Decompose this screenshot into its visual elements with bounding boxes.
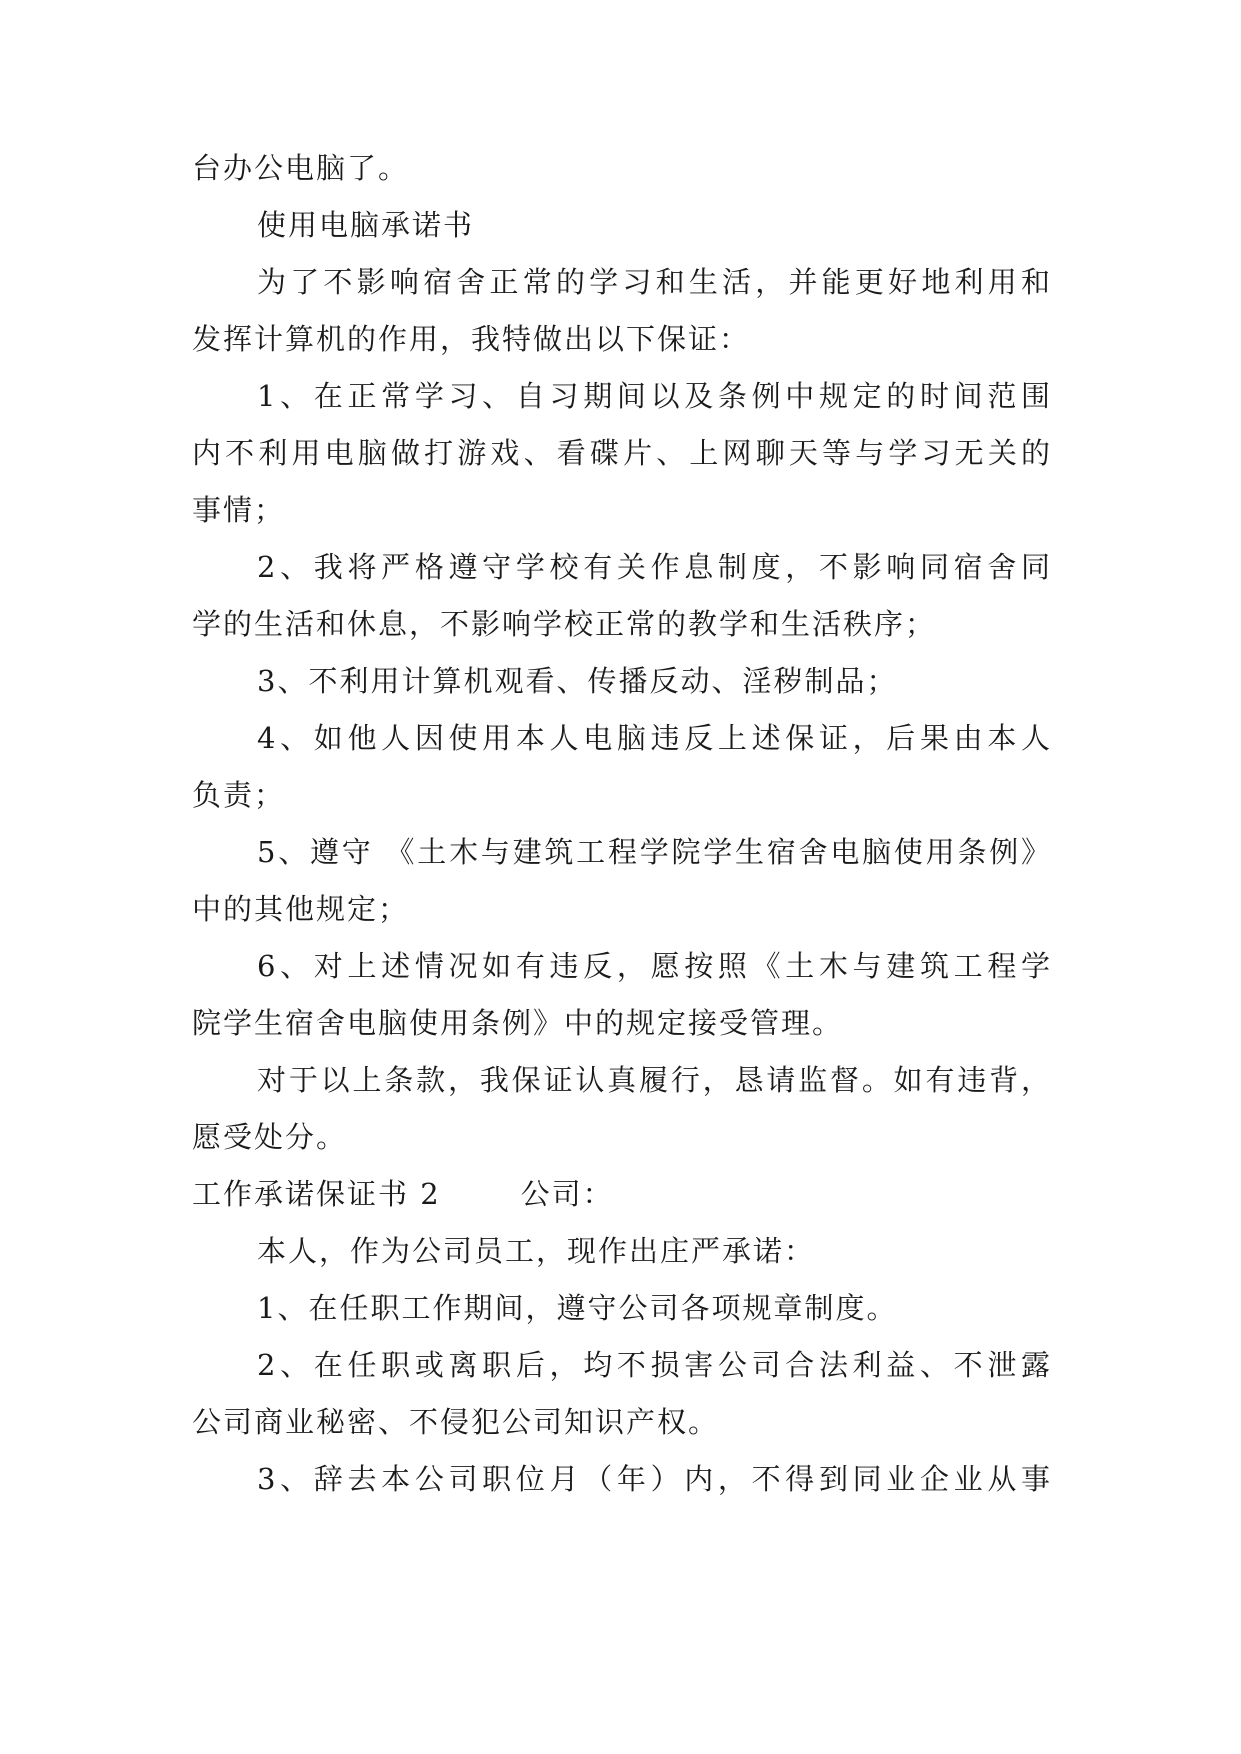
text-line: 6、对上述情况如有违反，愿按照《土木与建筑工程学 [257,949,1052,983]
text-line: 负责； [192,778,286,812]
text-line: 内不利用电脑做打游戏、看碟片、上网聊天等与学习无关的 [192,436,1052,470]
text-line: 发挥计算机的作用，我特做出以下保证： [192,322,751,356]
section-title-line [192,1174,1052,1214]
section-heading: 使用电脑承诺书 [257,208,475,242]
text-line: 4、如他人因使用本人电脑违反上述保证，后果由本人 [257,721,1052,755]
text-line: 对于以上条款，我保证认真履行，恳请监督。如有违背， [257,1063,1052,1097]
text-line: 事情； [192,493,286,527]
section-title: 工作承诺保证书 2 [192,1177,441,1211]
text-line: 愿受处分。 [192,1120,348,1154]
text-line: 2、我将严格遵守学校有关作息制度，不影响同宿舍同 [257,550,1052,584]
text-line: 公司商业秘密、不侵犯公司知识产权。 [192,1405,720,1439]
text-line: 3、辞去本公司职位月（年）内，不得到同业企业从事 [257,1462,1052,1496]
addressee: 公司： [520,1177,614,1211]
text-line: 学的生活和休息，不影响学校正常的教学和生活秩序； [192,607,937,641]
text-line: 5、遵守 《土木与建筑工程学院学生宿舍电脑使用条例》 [257,835,1052,869]
text-line: 台办公电脑了。 [192,151,410,185]
text-line: 中的其他规定； [192,892,410,926]
text-line: 1、在正常学习、自习期间以及条例中规定的时间范围 [257,379,1052,413]
text-line: 1、在任职工作期间，遵守公司各项规章制度。 [257,1291,898,1325]
text-line: 本人，作为公司员工，现作出庄严承诺： [257,1234,816,1268]
text-line: 2、在任职或离职后，均不损害公司合法利益、不泄露 [257,1348,1052,1382]
text-line: 3、不利用计算机观看、传播反动、淫秽制品； [257,664,898,698]
text-line: 为了不影响宿舍正常的学习和生活，并能更好地利用和 [257,265,1052,299]
text-line: 院学生宿舍电脑使用条例》中的规定接受管理。 [192,1006,844,1040]
